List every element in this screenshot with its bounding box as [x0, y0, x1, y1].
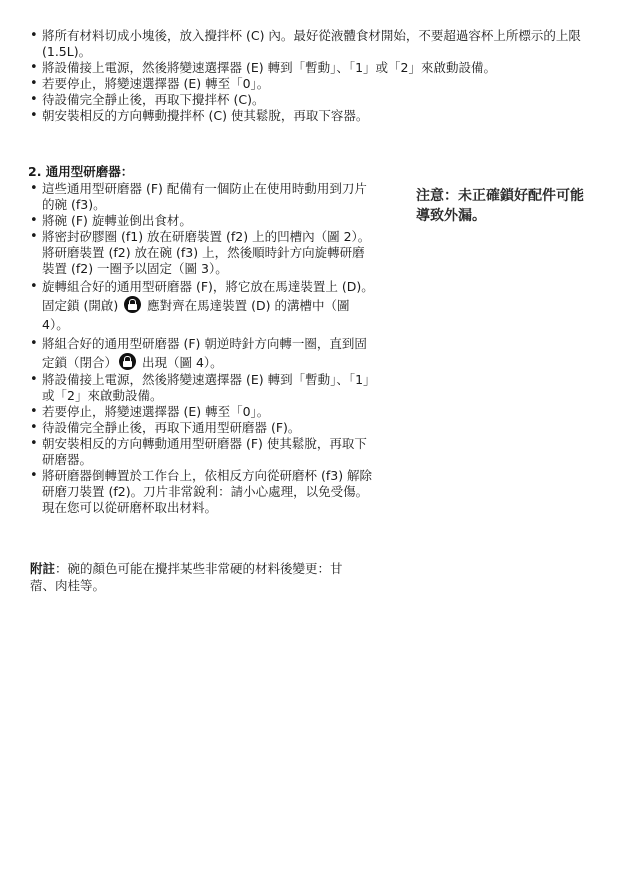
list-item: • 若要停止，將變速選擇器 (E) 轉至「0」。 — [28, 404, 376, 420]
list-item: • 將所有材料切成小塊後，放入攪拌杯 (C) 內。最好從液體食材開始，不要超過容杯上所標示的上限 (1.5L)。 — [28, 28, 588, 60]
list-item: • 若要停止，將變速選擇器 (E) 轉至「0」。 — [28, 76, 588, 92]
list-item: • 朝安裝相反的方向轉動通用型研磨器 (F) 使其鬆脫，再取下研磨器。 — [28, 436, 376, 468]
list-item: • 將碗 (F) 旋轉並倒出食材。 — [28, 213, 376, 229]
list-item — [28, 277, 376, 334]
lock-icon — [119, 353, 136, 370]
section-title: 2. 通用型研磨器： — [28, 164, 134, 179]
list-item: • 待設備完全靜止後，再取下攪拌杯 (C)。 — [28, 92, 588, 108]
list-item: • 將設備接上電源，然後將變速選擇器 (E) 轉到「暫動」、「1」或「2」來啟動設備。 — [28, 372, 376, 404]
item-text: 應對齊在馬達裝置 (D) 的溝槽中（圖 4）。 — [42, 298, 350, 332]
note-label: 附註 — [30, 561, 56, 576]
item-text: 旋轉組合好的通用型研磨器 (F)，將它放在馬達裝置上 (D)。固定鎖 (開啟) — [42, 279, 374, 313]
blender-steps-list — [28, 28, 588, 124]
list-item — [28, 334, 376, 372]
item-text: 出現（圖 4）。 — [138, 355, 223, 370]
list-item: • 將密封矽膠圈 (f1) 放在研磨裝置 (f2) 上的凹槽內（圖 2）。將研磨裝置 (f2) 放在碗 (f3) 上，然後順時針方向旋轉研磨裝置 (f2) 一圈予以固定（圖 3）。 — [28, 229, 376, 277]
list-item: • 朝安裝相反的方向轉動攪拌杯 (C) 使其鬆脫，再取下容器。 — [28, 108, 588, 124]
footnote — [30, 560, 360, 594]
grinder-steps-list — [28, 181, 376, 516]
list-item: • 待設備完全靜止後，再取下通用型研磨器 (F)。 — [28, 420, 376, 436]
caution-note: 注意：未正確鎖好配件可能導致外漏。 — [416, 188, 584, 224]
unlock-icon — [124, 296, 141, 313]
item-text: 將組合好的通用型研磨器 (F) 朝逆時針方向轉一圈，直到固定鎖（閉合） — [42, 336, 367, 370]
list-item: • 將設備接上電源，然後將變速選擇器 (E) 轉到「暫動」、「1」或「2」來啟動設備。 — [28, 60, 588, 76]
list-item: • 將研磨器倒轉置於工作台上，依相反方向從研磨杯 (f3) 解除研磨刀裝置 (f2)。刀片非常銳利：請小心處理，以免受傷。現在您可以從研磨杯取出材料。 — [28, 468, 376, 516]
list-item: • 這些通用型研磨器 (F) 配備有一個防止在使用時動用到刀片的碗 (f3)。 — [28, 181, 376, 213]
note-text: ：碗的顏色可能在攪拌某些非常硬的材料後變更：甘蓿、肉桂等。 — [30, 561, 343, 593]
